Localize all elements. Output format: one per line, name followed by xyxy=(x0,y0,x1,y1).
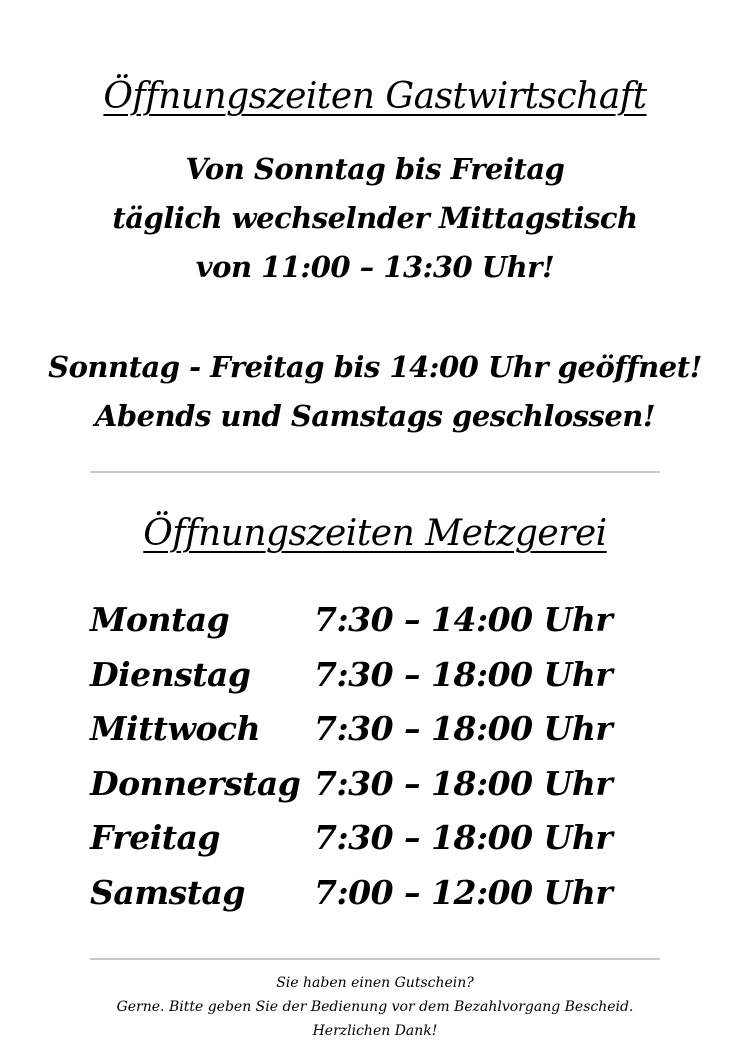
schedule-day: Dienstag xyxy=(90,655,251,694)
schedule-row xyxy=(90,818,690,868)
metzgerei-title: Öffnungszeiten Metzgerei xyxy=(143,513,607,554)
schedule-day: Mittwoch xyxy=(90,709,261,748)
schedule-hours: 7:30 – 18:00 Uhr xyxy=(314,818,613,857)
gastwirtschaft-line: täglich wechselnder Mittagstisch xyxy=(112,201,638,235)
gastwirtschaft-line: von 11:00 – 13:30 Uhr! xyxy=(195,250,555,284)
gastwirtschaft-line: Sonntag - Freitag bis 14:00 Uhr geöffnet! xyxy=(48,350,702,384)
schedule-row xyxy=(90,655,690,705)
footer-divider xyxy=(90,958,660,960)
schedule-day: Samstag xyxy=(90,873,245,912)
schedule-row xyxy=(90,764,690,814)
footer-line: Herzlichen Dank! xyxy=(312,1023,438,1039)
schedule-hours: 7:30 – 18:00 Uhr xyxy=(314,655,613,694)
schedule-hours: 7:30 – 18:00 Uhr xyxy=(314,764,613,803)
schedule-row xyxy=(90,600,690,650)
schedule-row xyxy=(90,709,690,759)
gastwirtschaft-line: Von Sonntag bis Freitag xyxy=(185,152,565,186)
schedule-day: Donnerstag xyxy=(90,764,301,803)
footer-line: Gerne. Bitte geben Sie der Bedienung vor dem Bezahlvorgang Bescheid. xyxy=(116,999,634,1015)
schedule-hours: 7:30 – 18:00 Uhr xyxy=(314,709,613,748)
schedule-day: Freitag xyxy=(90,818,220,857)
schedule-hours: 7:30 – 14:00 Uhr xyxy=(314,600,613,639)
schedule-day: Montag xyxy=(90,600,230,639)
schedule-row xyxy=(90,873,690,923)
gastwirtschaft-line: Abends und Samstags geschlossen! xyxy=(94,399,656,433)
section-divider xyxy=(90,471,660,473)
footer-line: Sie haben einen Gutschein? xyxy=(276,975,474,991)
gastwirtschaft-title: Öffnungszeiten Gastwirtschaft xyxy=(103,76,647,117)
schedule-hours: 7:00 – 12:00 Uhr xyxy=(314,873,613,912)
